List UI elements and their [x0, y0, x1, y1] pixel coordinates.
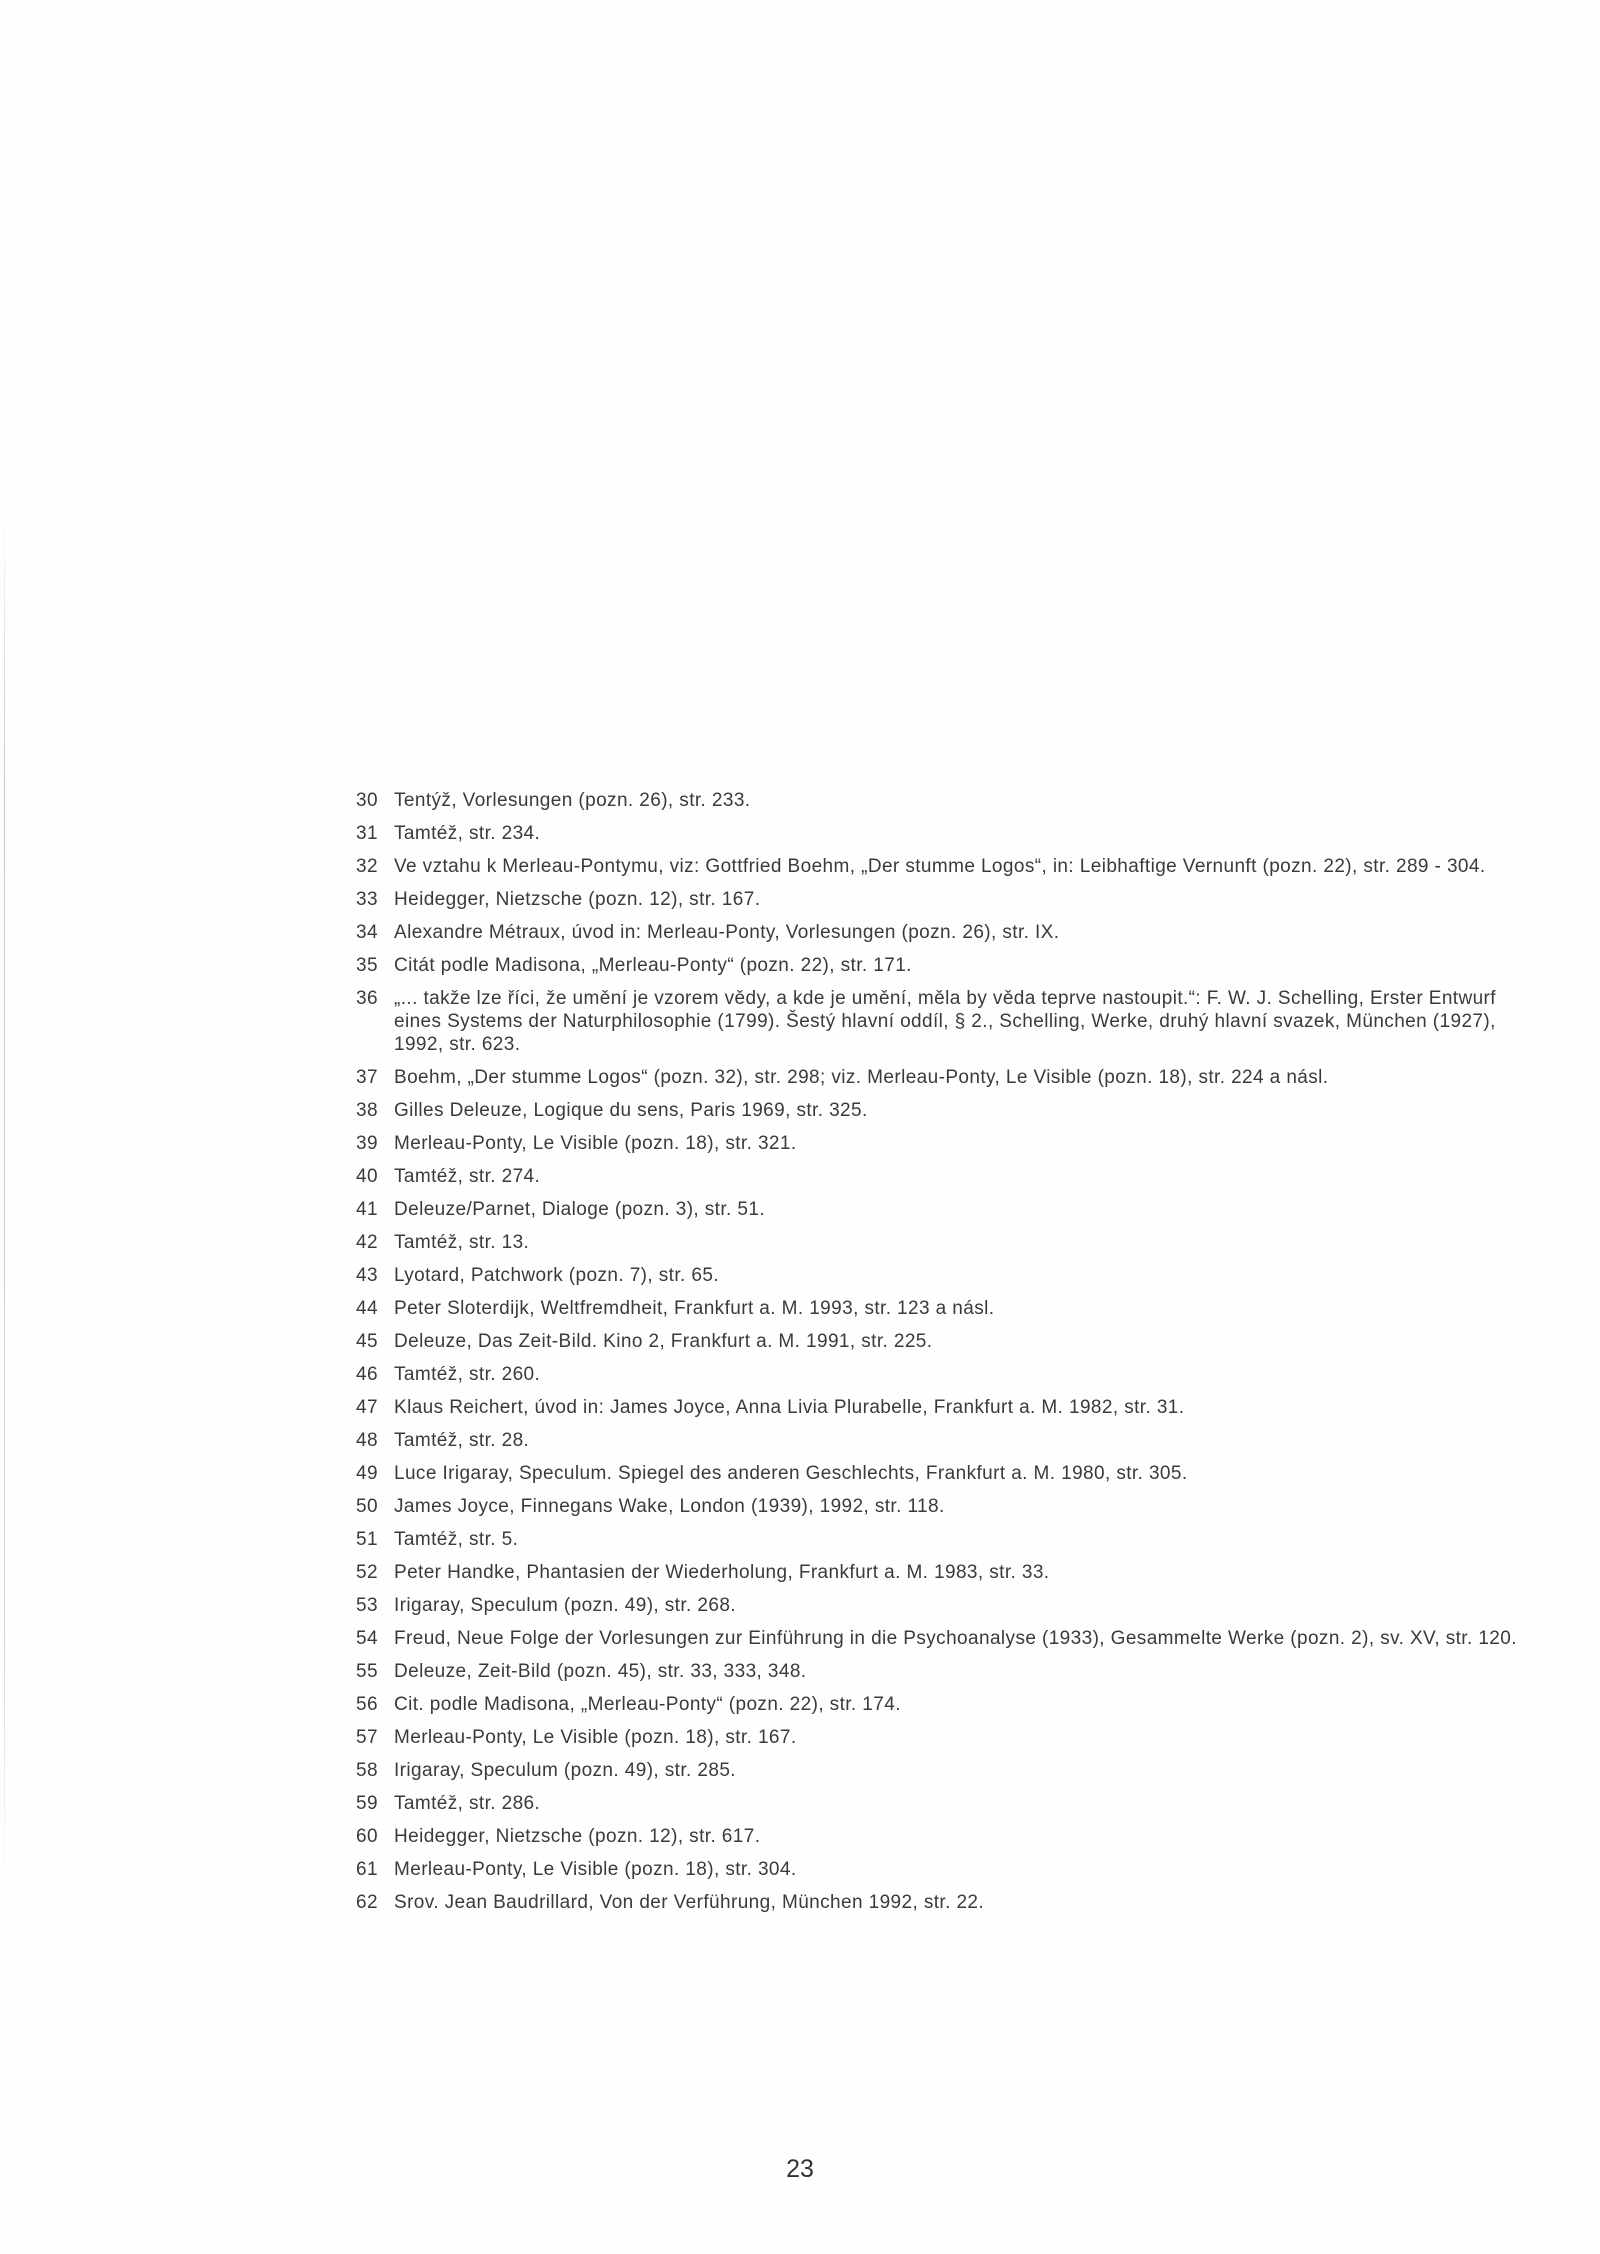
- footnote-number: 42: [356, 1232, 378, 1253]
- footnote-number: 50: [356, 1496, 378, 1517]
- footnote-text: Tamtéž, str. 286.: [394, 1793, 541, 1814]
- footnote-item: [356, 1132, 1536, 1155]
- footnote-number: 37: [356, 1067, 378, 1088]
- footnote-number: 33: [356, 889, 378, 910]
- footnote-item: [356, 1594, 1536, 1617]
- footnote-text: Irigaray, Speculum (pozn. 49), str. 268.: [394, 1595, 736, 1616]
- footnote-number: 32: [356, 856, 378, 877]
- footnote-number: 52: [356, 1562, 378, 1583]
- footnote-number: 58: [356, 1760, 378, 1781]
- footnote-item: [356, 888, 1536, 911]
- footnote-item: [356, 855, 1536, 878]
- footnote-item: [356, 954, 1536, 977]
- footnote-item: [356, 1198, 1536, 1221]
- footnote-text: Merleau-Ponty, Le Visible (pozn. 18), str. 321.: [394, 1133, 797, 1154]
- footnote-text: Tentýž, Vorlesungen (pozn. 26), str. 233.: [394, 790, 751, 811]
- footnote-number: 59: [356, 1793, 378, 1814]
- footnote-text: Merleau-Ponty, Le Visible (pozn. 18), str. 304.: [394, 1859, 797, 1880]
- footnote-text: James Joyce, Finnegans Wake, London (1939), 1992, str. 118.: [394, 1496, 945, 1517]
- footnote-item: [356, 1825, 1536, 1848]
- footnote-item: [356, 1297, 1536, 1320]
- footnote-text: Deleuze, Zeit-Bild (pozn. 45), str. 33, 333, 348.: [394, 1661, 807, 1682]
- footnote-item: [356, 1231, 1536, 1254]
- footnote-number: 53: [356, 1595, 378, 1616]
- footnote-number: 47: [356, 1397, 378, 1418]
- footnote-number: 34: [356, 922, 378, 943]
- footnote-item: [356, 1792, 1536, 1815]
- page-number: 23: [786, 2155, 814, 2183]
- footnote-number: 43: [356, 1265, 378, 1286]
- footnote-item: [356, 822, 1536, 845]
- footnote-item: [356, 1495, 1536, 1518]
- footnote-text: Srov. Jean Baudrillard, Von der Verführung, München 1992, str. 22.: [394, 1892, 985, 1913]
- footnote-number: 41: [356, 1199, 378, 1220]
- footnote-text: Citát podle Madisona, „Merleau-Ponty“ (pozn. 22), str. 171.: [394, 955, 912, 976]
- footnote-number: 55: [356, 1661, 378, 1682]
- footnote-text: Ve vztahu k Merleau-Pontymu, viz: Gottfried Boehm, „Der stumme Logos“, in: Leibhaftige Vernunft (pozn. 22), str. 289 - 304.: [394, 856, 1486, 877]
- footnotes-list: [356, 789, 1536, 1924]
- footnote-number: 44: [356, 1298, 378, 1319]
- footnote-number: 57: [356, 1727, 378, 1748]
- footnote-item: [356, 1363, 1536, 1386]
- footnote-item: [356, 1660, 1536, 1683]
- footnote-text: Gilles Deleuze, Logique du sens, Paris 1969, str. 325.: [394, 1100, 868, 1121]
- footnote-number: 38: [356, 1100, 378, 1121]
- footnote-text: Lyotard, Patchwork (pozn. 7), str. 65.: [394, 1265, 719, 1286]
- footnote-number: 35: [356, 955, 378, 976]
- footnote-text: Heidegger, Nietzsche (pozn. 12), str. 167.: [394, 889, 761, 910]
- footnote-item: [356, 921, 1536, 944]
- footnote-item: [356, 1726, 1536, 1749]
- footnote-number: 49: [356, 1463, 378, 1484]
- footnote-text: Irigaray, Speculum (pozn. 49), str. 285.: [394, 1760, 736, 1781]
- footnote-item: [356, 1099, 1536, 1122]
- footnote-item: [356, 1759, 1536, 1782]
- footnote-text: Alexandre Métraux, úvod in: Merleau-Ponty, Vorlesungen (pozn. 26), str. IX.: [394, 922, 1060, 943]
- footnote-number: 54: [356, 1628, 378, 1649]
- footnote-text: Cit. podle Madisona, „Merleau-Ponty“ (pozn. 22), str. 174.: [394, 1694, 901, 1715]
- footnote-number: 30: [356, 790, 378, 811]
- footnote-item: [356, 1627, 1536, 1650]
- footnote-item: [356, 1561, 1536, 1584]
- footnote-number: 40: [356, 1166, 378, 1187]
- footnote-text: Merleau-Ponty, Le Visible (pozn. 18), str. 167.: [394, 1727, 797, 1748]
- footnote-text: Peter Sloterdijk, Weltfremdheit, Frankfurt a. M. 1993, str. 123 a násl.: [394, 1298, 995, 1319]
- footnote-number: 31: [356, 823, 378, 844]
- footnote-text: Tamtéž, str. 260.: [394, 1364, 541, 1385]
- footnote-item: [356, 1858, 1536, 1881]
- footnote-text: „... takže lze říci, že umění je vzorem vědy, a kde je umění, měla by věda teprve nastoupit.“: F. W. J. Schelling, Erster Entwurf eines Systems der Naturphilosophie (1799). Šestý hlavní oddíl, § 2., Schelling, Werke, druhý hlavní svazek, München (1927), 1992, str. 623.: [394, 988, 1496, 1055]
- footnote-number: 36: [356, 988, 378, 1009]
- footnote-text: Tamtéž, str. 274.: [394, 1166, 541, 1187]
- footnote-number: 60: [356, 1826, 378, 1847]
- footnote-number: 45: [356, 1331, 378, 1352]
- footnote-text: Tamtéž, str. 13.: [394, 1232, 530, 1253]
- footnote-text: Tamtéž, str. 234.: [394, 823, 541, 844]
- footnote-item: [356, 1396, 1536, 1419]
- footnote-text: Freud, Neue Folge der Vorlesungen zur Einführung in die Psychoanalyse (1933), Gesammelte Werke (pozn. 2), sv. XV, str. 120.: [394, 1628, 1517, 1649]
- footnote-text: Peter Handke, Phantasien der Wiederholung, Frankfurt a. M. 1983, str. 33.: [394, 1562, 1050, 1583]
- footnote-text: Deleuze/Parnet, Dialoge (pozn. 3), str. 51.: [394, 1199, 766, 1220]
- footnote-item: [356, 789, 1536, 812]
- footnote-number: 46: [356, 1364, 378, 1385]
- footnote-text: Luce Irigaray, Speculum. Spiegel des anderen Geschlechts, Frankfurt a. M. 1980, str. 305.: [394, 1463, 1188, 1484]
- footnote-number: 56: [356, 1694, 378, 1715]
- footnote-text: Boehm, „Der stumme Logos“ (pozn. 32), str. 298; viz. Merleau-Ponty, Le Visible (pozn. 18), str. 224 a násl.: [394, 1067, 1329, 1088]
- footnote-number: 48: [356, 1430, 378, 1451]
- footnote-text: Tamtéž, str. 28.: [394, 1430, 530, 1451]
- footnote-item: [356, 1693, 1536, 1716]
- footnote-item: [356, 1429, 1536, 1452]
- footnote-text: Tamtéž, str. 5.: [394, 1529, 519, 1550]
- footnote-text: Heidegger, Nietzsche (pozn. 12), str. 617.: [394, 1826, 761, 1847]
- footnote-number: 62: [356, 1892, 378, 1913]
- footnote-number: 61: [356, 1859, 378, 1880]
- footnote-item: [356, 1066, 1536, 1089]
- footnote-item: [356, 1264, 1536, 1287]
- footnote-text: Deleuze, Das Zeit-Bild. Kino 2, Frankfurt a. M. 1991, str. 225.: [394, 1331, 933, 1352]
- scan-edge-shadow: [4, 500, 5, 1900]
- footnote-item: [356, 1528, 1536, 1551]
- footnote-item: [356, 1891, 1536, 1914]
- footnote-number: 51: [356, 1529, 378, 1550]
- footnote-item: [356, 987, 1536, 1056]
- footnote-number: 39: [356, 1133, 378, 1154]
- footnote-item: [356, 1462, 1536, 1485]
- footnote-text: Klaus Reichert, úvod in: James Joyce, Anna Livia Plurabelle, Frankfurt a. M. 1982, str. 31.: [394, 1397, 1185, 1418]
- footnote-item: [356, 1165, 1536, 1188]
- footnote-item: [356, 1330, 1536, 1353]
